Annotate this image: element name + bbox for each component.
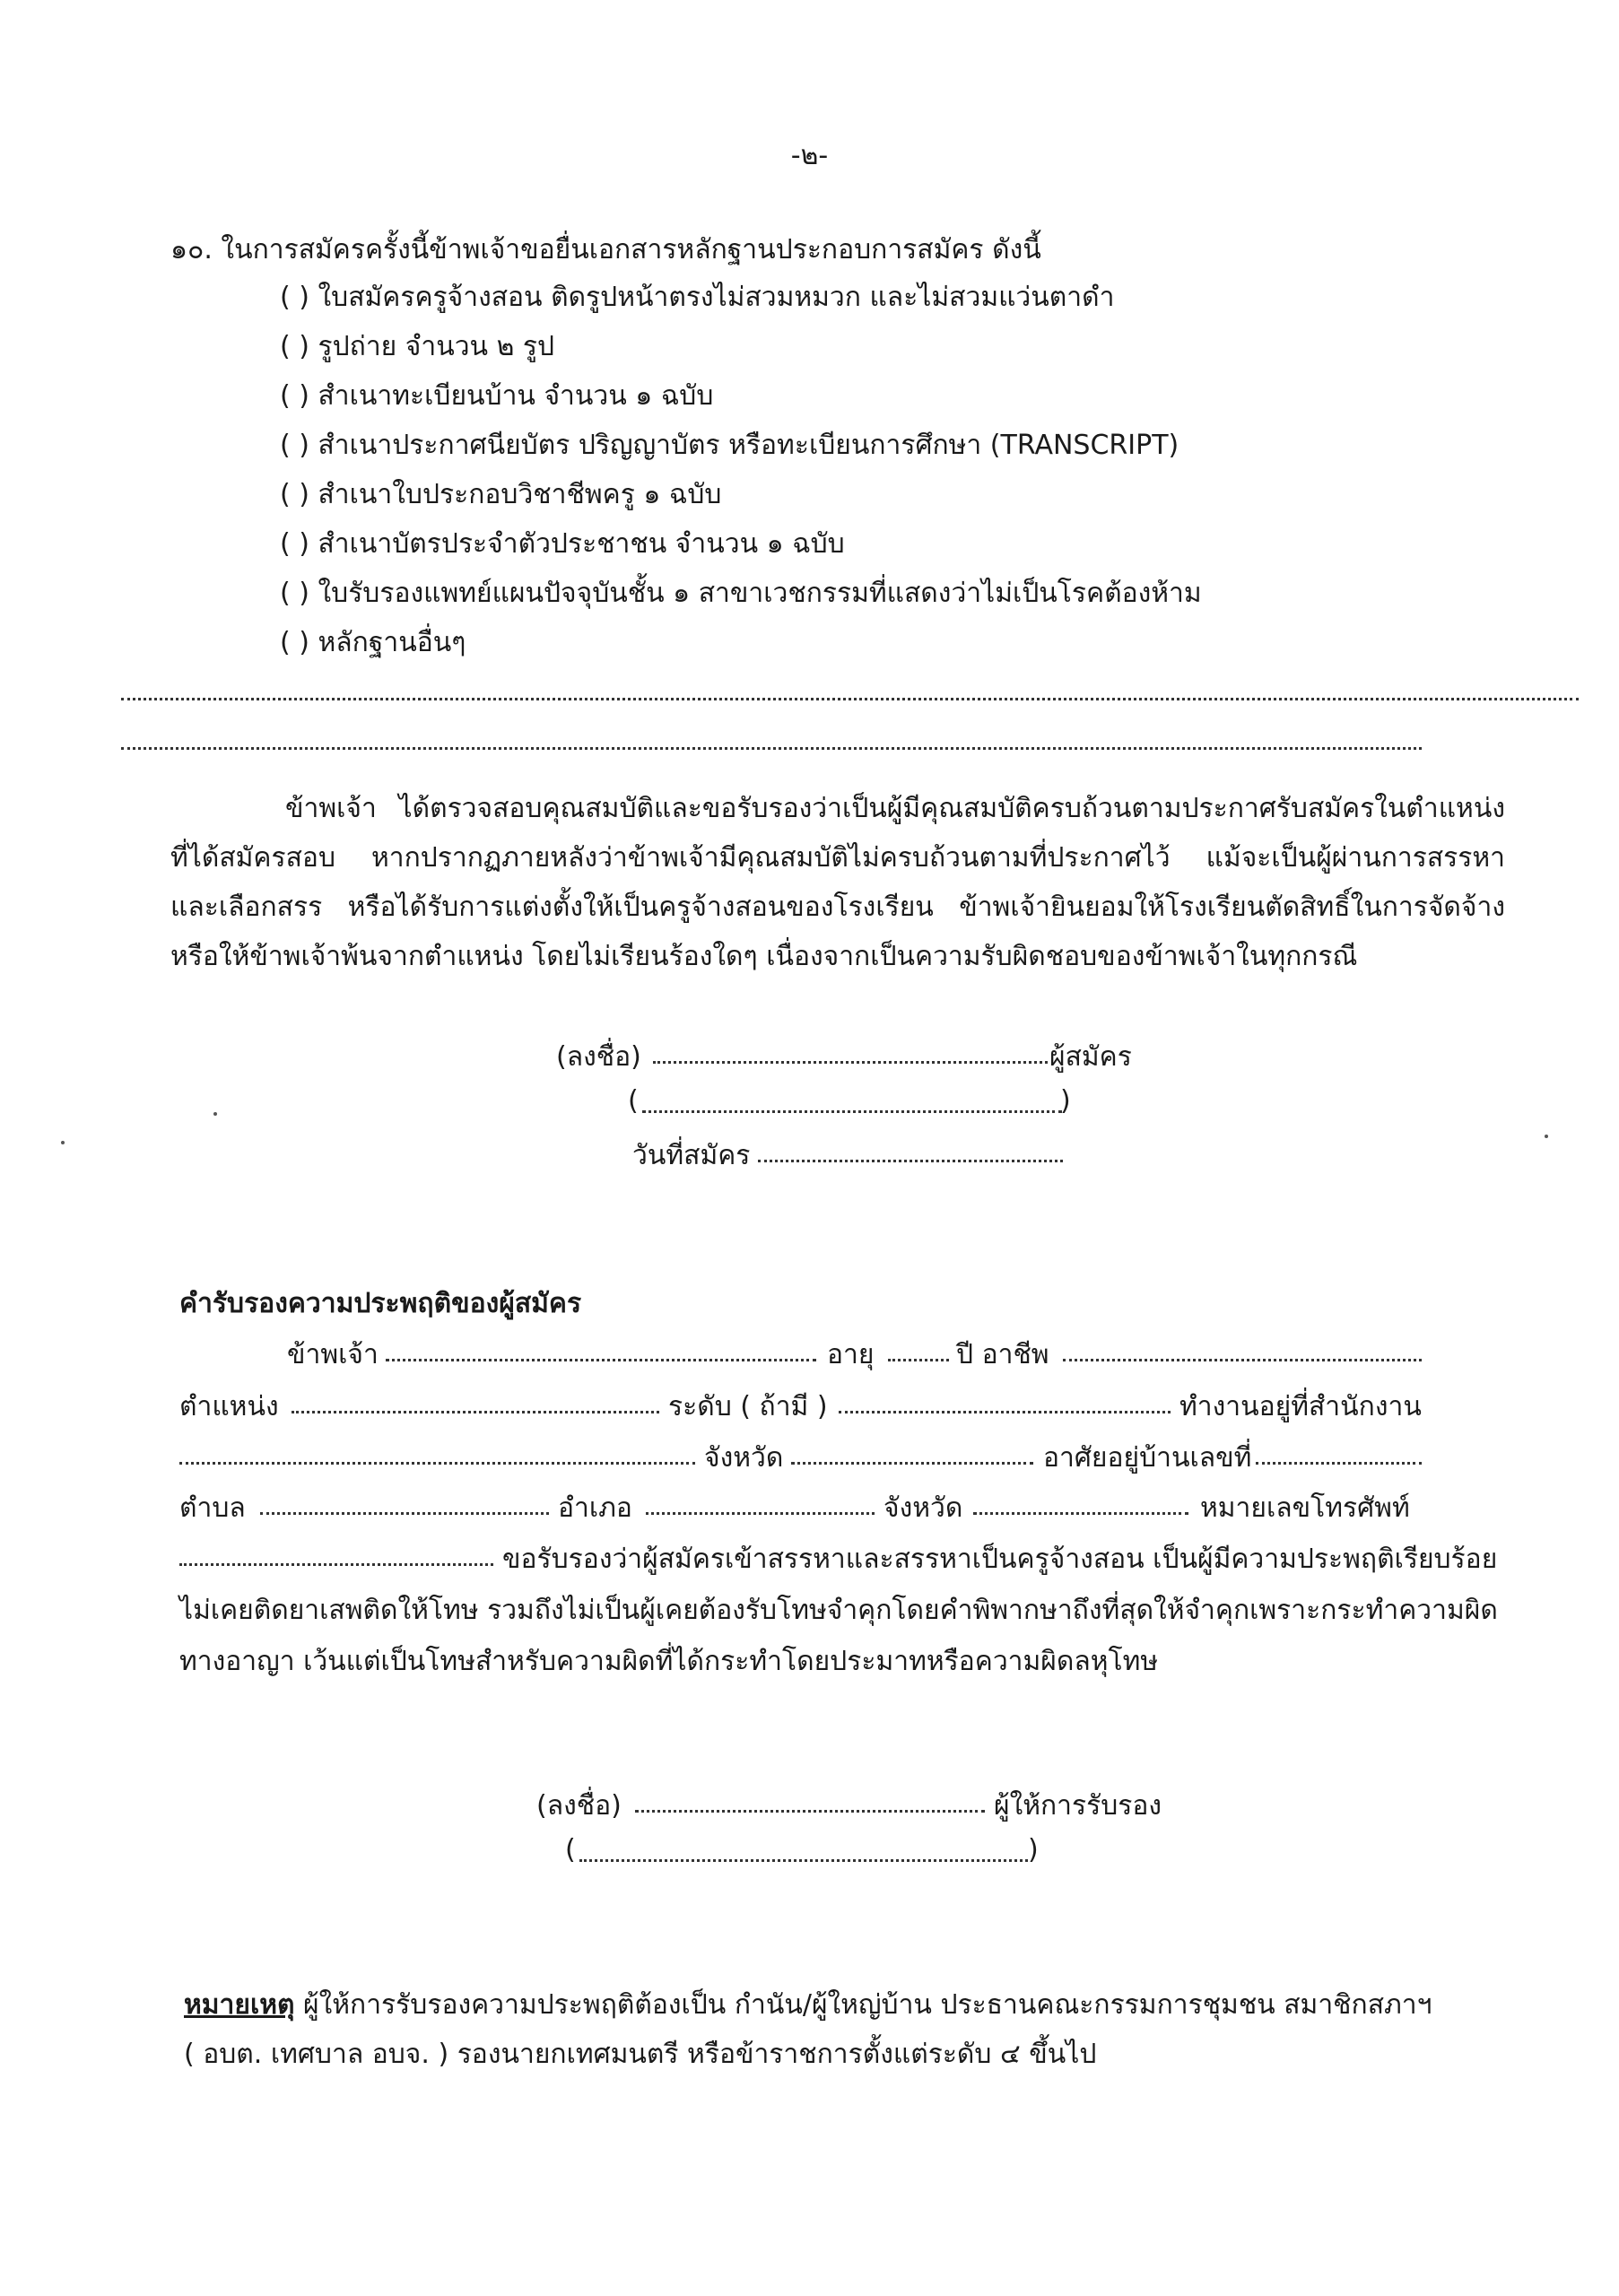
sign-label: (ลงชื่อ) (556, 1041, 641, 1073)
declaration-line: ที่ได้สมัครสอบ หากปรากฏภายหลังว่าข้าพเจ้ามีคุณสมบัติไม่ครบถ้วนตามที่ประกาศไว้ แม้จะเป็นผู้ผ่านการสรรหา (170, 842, 1505, 874)
declaration-line: ข้าพเจ้า ได้ตรวจสอบคุณสมบัติและขอรับรองว่าเป็นผู้มีคุณสมบัติครบถ้วนตามประกาศรับสมัครในตำแหน่ง (285, 793, 1505, 824)
applicant-signature-field[interactable] (653, 1061, 1048, 1064)
checklist-item-label: รูปถ่าย จำนวน ๒ รูป (318, 331, 555, 362)
page-number: -๒- (790, 140, 829, 171)
checklist-item-label: ใบรับรองแพทย์แผนปัจจุบันชั้น ๑ สาขาเวชกรรมที่แสดงว่าไม่เป็นโรคต้องห้าม (318, 578, 1202, 609)
work-province-field[interactable] (791, 1462, 1033, 1465)
label-year-occupation: ปี อาชีพ (956, 1339, 1049, 1370)
checklist-item[interactable] (280, 622, 466, 664)
certifier-signature-field[interactable] (635, 1810, 985, 1813)
subdistrict-field[interactable] (260, 1512, 549, 1515)
checklist-item-label: สำเนาประกาศนียบัตร ปริญญาบัตร หรือทะเบียนการศึกษา (TRANSCRIPT) (318, 430, 1179, 461)
note-label: หมายเหตุ (184, 1989, 295, 2021)
label-age: อายุ (827, 1339, 875, 1370)
house-number-field[interactable] (1256, 1462, 1422, 1465)
label-address: อาศัยอยู่บ้านเลขที่ (1043, 1442, 1252, 1474)
close-paren: ) (1060, 1085, 1071, 1117)
date-label: วันที่สมัคร (632, 1140, 751, 1171)
checkbox[interactable]: ( ) (280, 528, 309, 560)
certifier-fullname-field[interactable] (579, 1859, 1028, 1862)
checkbox[interactable]: ( ) (280, 627, 309, 658)
sign-label: (ลงชื่อ) (536, 1790, 622, 1822)
declaration-line: หรือให้ข้าพเจ้าพ้นจากตำแหน่ง โดยไม่เรียนร้องใดๆ เนื่องจากเป็นความรับผิดชอบของข้าพเจ้าในทุกกรณี (170, 941, 1358, 972)
checkbox[interactable]: ( ) (280, 479, 309, 510)
note-text: ( อบต. เทศบาล อบจ. ) รองนายกเทศมนตรี หรือข้าราชการตั้งแต่ระดับ ๔ ขึ้นไป (184, 2039, 1097, 2070)
other-documents-line[interactable] (121, 747, 1422, 750)
district-field[interactable] (646, 1512, 875, 1515)
label-me: ข้าพเจ้า (287, 1339, 379, 1370)
declaration-line: และเลือกสรร หรือได้รับการแต่งตั้งให้เป็นครูจ้างสอนของโรงเรียน ข้าพเจ้ายินยอมให้โรงเรียนตัดสิทธิ์ในการจัดจ้าง (170, 891, 1505, 923)
checklist-item[interactable] (280, 424, 1179, 466)
checkbox[interactable]: ( ) (280, 282, 309, 313)
note-text: ผู้ให้การรับรองความประพฤติต้องเป็น กำนัน/ผู้ใหญ่บ้าน ประธานคณะกรรมการชุมชน สมาชิกสภาฯ (303, 1989, 1432, 2021)
age-field[interactable] (888, 1359, 949, 1361)
scan-speck (213, 1112, 217, 1116)
checklist-item-label: ใบสมัครครูจ้างสอน ติดรูปหน้าตรงไม่สวมหมวก และไม่สวมแว่นตาดำ (318, 282, 1115, 313)
application-date-field[interactable] (758, 1160, 1063, 1162)
occupation-field[interactable] (1063, 1359, 1422, 1361)
checklist-item[interactable] (280, 474, 721, 516)
label-position: ตำแหน่ง (179, 1391, 279, 1422)
label-district: อำเภอ (558, 1492, 632, 1524)
conduct-text: ทางอาญา เว้นแต่เป็นโทษสำหรับความผิดที่ได้กระทำโดยประมาทหรือความผิดลหุโทษ (179, 1646, 1159, 1677)
other-documents-line[interactable] (121, 698, 1579, 700)
checklist-item-label: สำเนาบัตรประจำตัวประชาชน จำนวน ๑ ฉบับ (318, 528, 845, 560)
label-workplace: ทำงานอยู่ที่สำนักงาน (1179, 1391, 1422, 1422)
label-level: ระดับ ( ถ้ามี ) (668, 1391, 828, 1422)
scan-speck (1545, 1135, 1548, 1138)
checkbox[interactable]: ( ) (280, 578, 309, 609)
note-line (184, 1984, 1432, 2026)
open-paren: ( (628, 1085, 639, 1117)
phone-field[interactable] (179, 1563, 493, 1566)
checklist-item[interactable] (280, 523, 845, 565)
checkbox[interactable]: ( ) (280, 380, 309, 412)
checkbox[interactable]: ( ) (280, 430, 309, 461)
checklist-item[interactable] (280, 572, 1202, 614)
conduct-text: ไม่เคยติดยาเสพติดให้โทษ รวมถึงไม่เป็นผู้เคยต้องรับโทษจำคุกโดยคำพิพากษาถึงที่สุดให้จำคุกเพราะกระทำความผิด (179, 1595, 1498, 1626)
certifier-label: ผู้ให้การรับรอง (994, 1790, 1162, 1822)
label-province: จังหวัด (883, 1492, 963, 1524)
applicant-name-field[interactable] (642, 1110, 1062, 1113)
checkbox[interactable]: ( ) (280, 331, 309, 362)
checklist-item[interactable] (280, 326, 554, 368)
checklist-item-label: สำเนาทะเบียนบ้าน จำนวน ๑ ฉบับ (318, 380, 714, 412)
position-field[interactable] (292, 1411, 659, 1413)
label-phone: หมายเลขโทรศัพท์ (1200, 1492, 1410, 1524)
open-paren: ( (565, 1834, 576, 1866)
close-paren: ) (1028, 1834, 1039, 1866)
applicant-label: ผู้สมัคร (1049, 1041, 1132, 1073)
checklist-item[interactable] (280, 276, 1114, 318)
label-province: จังหวัด (704, 1442, 784, 1474)
checklist-item-label: หลักฐานอื่นๆ (318, 627, 466, 658)
level-field[interactable] (839, 1411, 1171, 1413)
conduct-title: คำรับรองความประพฤติของผู้สมัคร (179, 1288, 582, 1319)
scan-speck (61, 1141, 65, 1144)
certifier-name-field[interactable] (386, 1359, 816, 1361)
home-province-field[interactable] (973, 1512, 1188, 1515)
conduct-text: ขอรับรองว่าผู้สมัครเข้าสรรหาและสรรหาเป็นครูจ้างสอน เป็นผู้มีความประพฤติเรียบร้อย (502, 1544, 1498, 1575)
checklist-item[interactable] (280, 375, 713, 417)
section10-heading: ๑๐. ในการสมัครครั้งนี้ข้าพเจ้าขอยื่นเอกสารหลักฐานประกอบการสมัคร ดังนี้ (170, 234, 1041, 265)
workplace-field[interactable] (179, 1462, 695, 1465)
checklist-item-label: สำเนาใบประกอบวิชาชีพครู ๑ ฉบับ (318, 479, 722, 510)
label-subdistrict: ตำบล (179, 1492, 246, 1524)
